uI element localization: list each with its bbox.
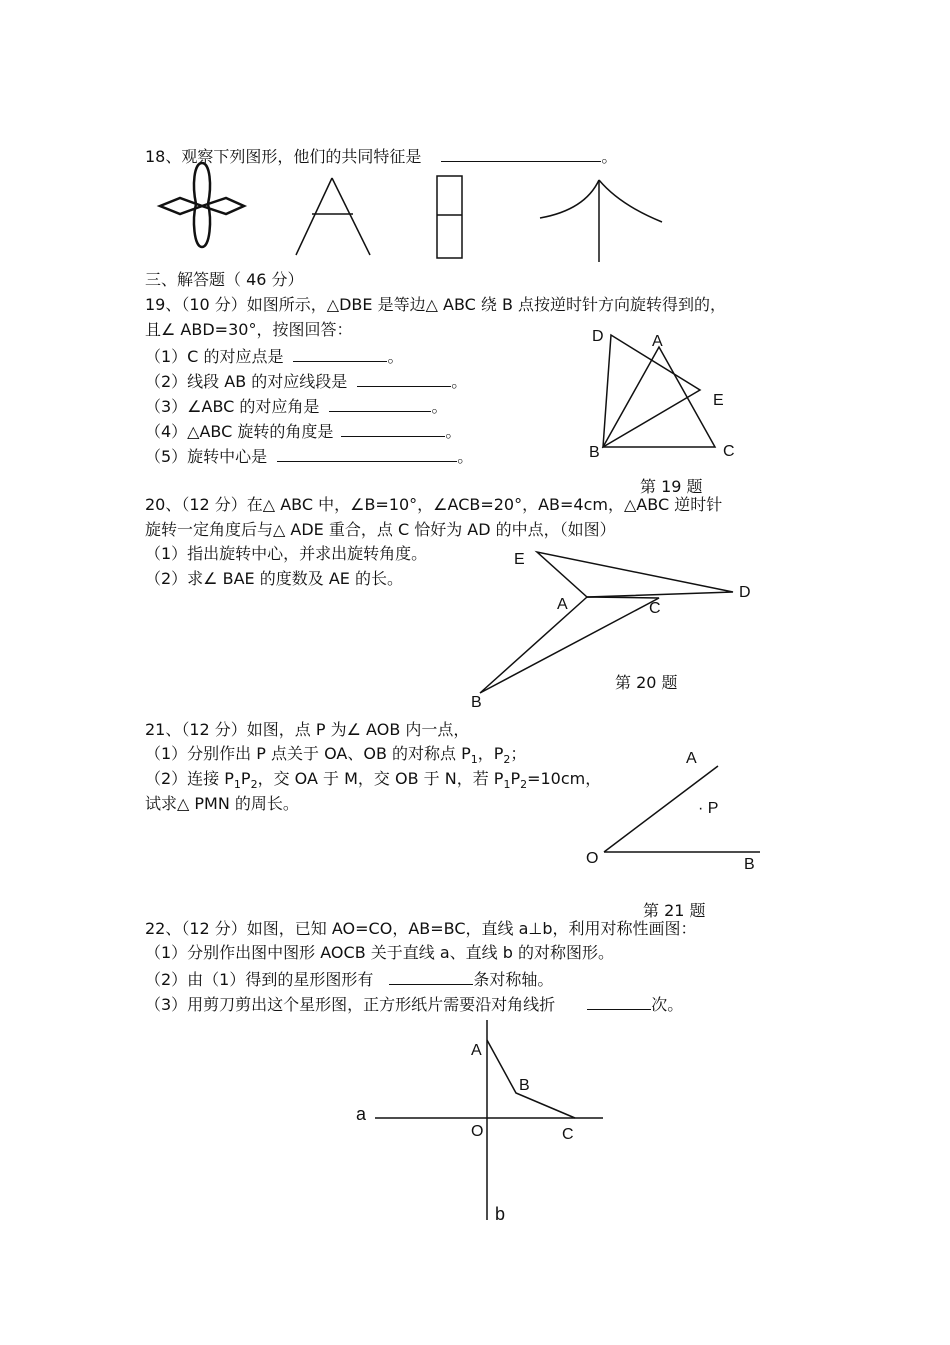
q21-label-a: A: [686, 750, 697, 767]
q22-line4: （3）用剪刀剪出这个星形图，正方形纸片需要沿对角线折 次。: [145, 995, 684, 1014]
q20-item-1: （1）指出旋转中心，并求出旋转角度。: [145, 544, 428, 563]
q20-label-b: B: [471, 694, 482, 711]
q18-text: 18、观察下列图形，他们的共同特征是 。: [145, 147, 618, 166]
q20-item-2: （2）求∠ BAE 的度数及 AE 的长。: [145, 569, 403, 588]
q21-line2: （1）分别作出 P 点关于 OA、OB 的对称点 $P_1$，$P_2$；: [145, 744, 527, 767]
q21-label-o: O: [586, 850, 599, 867]
q20-line2: 旋转一定角度后与△ ADE 重合，点 C 恰好为 AD 的中点，（如图）: [145, 520, 616, 539]
q19-item-1: （1）C 的对应点是 。: [145, 347, 404, 366]
q21-caption: 第 21 题: [643, 901, 706, 920]
q22-shape-abc: [487, 1040, 575, 1118]
q21-line1: 21、（12 分）如图，点 P 为∠ AOB 内一点，: [145, 720, 470, 739]
q19-line1: 19、（10 分）如图所示，△DBE 是等边△ ABC 绕 B 点按逆时针方向旋转得到的，: [145, 295, 727, 314]
q22-label-line-b: b: [495, 1204, 506, 1224]
q21-label-p: · P: [698, 800, 719, 817]
q20-label-d: D: [739, 584, 751, 601]
q19-item-4: （4）△ABC 旋转的角度是 。: [145, 422, 462, 441]
q19-item-5: （5）旋转中心是 。: [145, 447, 474, 466]
q19-label-c: C: [723, 443, 735, 460]
q20-caption: 第 20 题: [615, 673, 678, 692]
q20-label-a: A: [557, 596, 568, 613]
section-3-title: 三、解答题（ 46 分）: [145, 270, 304, 289]
q21-line3: （2）连接 $P_1P_2$，交 OA 于 M，交 OB 于 N，若 $P_1P_2=10cm$，: [145, 769, 602, 792]
q21-line4: 试求△ PMN 的周长。: [145, 794, 299, 813]
q20-line1: 20、（12 分）在△ ABC 中，∠B=10°，∠ACB=20°，AB=4cm，△ABC 逆时针: [145, 495, 723, 514]
q19-line2: 且∠ ABD=30°，按图回答：: [145, 320, 353, 339]
q19-label-e: E: [713, 392, 724, 409]
q19-label-b: B: [589, 444, 600, 461]
q19-caption: 第 19 题: [640, 477, 703, 496]
q19-item-3: （3）∠ABC 的对应角是 。: [145, 397, 448, 416]
q22-line3: （2）由（1）得到的星形图形有 条对称轴。: [145, 970, 554, 989]
q22-label-a-point: A: [471, 1042, 482, 1059]
q21-label-b: B: [744, 856, 755, 873]
q20-label-e: E: [514, 551, 525, 568]
q22-label-o: O: [471, 1123, 484, 1140]
q22-line2: （1）分别作出图中图形 AOCB 关于直线 a、直线 b 的对称图形。: [145, 943, 614, 962]
q20-label-c: C: [649, 600, 661, 617]
q19-label-d: D: [592, 328, 604, 345]
q22-label-b-point: B: [519, 1077, 530, 1094]
q22-line1: 22、（12 分）如图，已知 AO=CO，AB=BC，直线 a⊥b，利用对称性画图：: [145, 919, 697, 938]
q22-label-c: C: [562, 1126, 574, 1143]
q19-item-2: （2）线段 AB 的对应线段是 。: [145, 372, 468, 391]
q22-label-line-a: a: [356, 1104, 367, 1124]
q19-label-a: A: [652, 333, 663, 350]
